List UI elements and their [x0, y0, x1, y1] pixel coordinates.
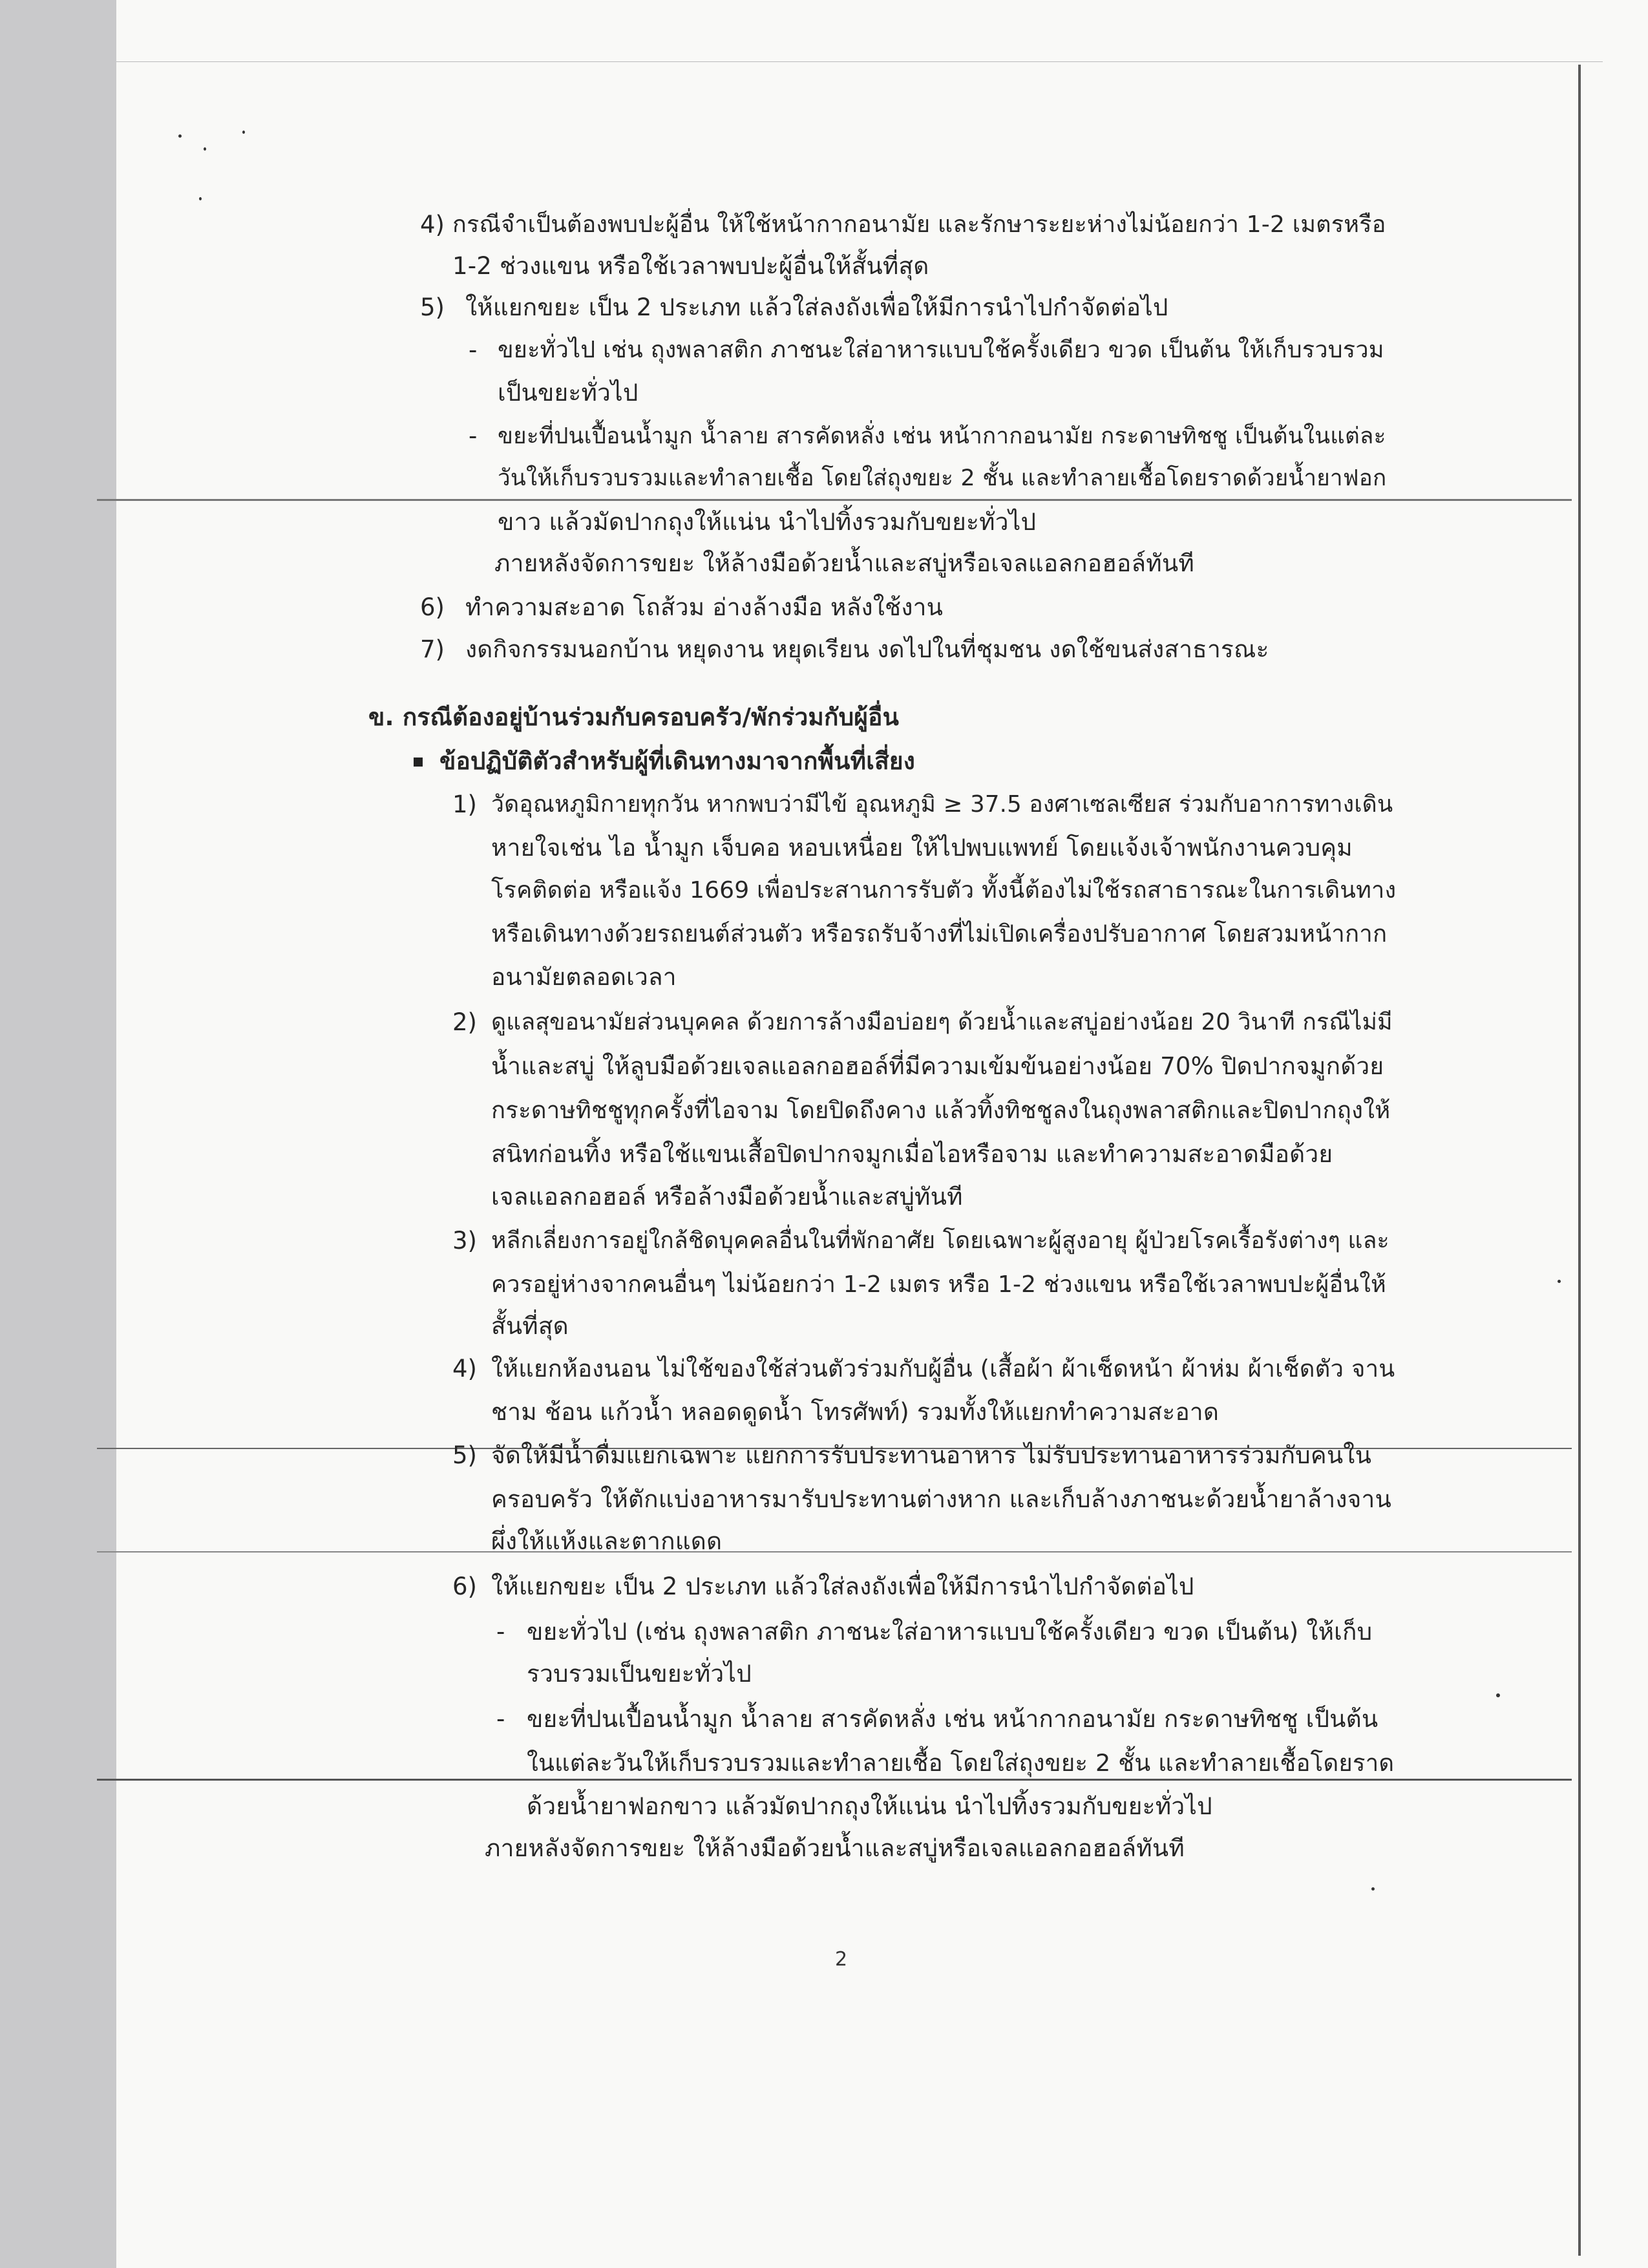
- item-number: 2): [452, 1008, 477, 1036]
- item-text: ภายหลังจัดการขยะ ให้ล้างมือด้วยน้ำและสบู่หรือเจลแอลกอฮอล์ทันที: [485, 1834, 1185, 1862]
- item-text: สนิทก่อนทิ้ง หรือใช้แขนเสื้อปิดปากจมูกเมื่อไอหรือจาม และทำความสะอาดมือด้วย: [491, 1140, 1333, 1168]
- item-text: วันให้เก็บรวบรวมและทำลายเชื้อ โดยใส่ถุงขยะ 2 ชั้น และทำลายเชื้อโดยราดด้วยน้ำยาฟอก: [498, 465, 1387, 491]
- item-number: 4): [420, 211, 445, 238]
- item-number: 3): [452, 1227, 477, 1255]
- item-text: ในแต่ละวันให้เก็บรวบรวมและทำลายเชื้อ โดยใส่ถุงขยะ 2 ชั้น และทำลายเชื้อโดยราด: [527, 1749, 1395, 1777]
- item-number: 5): [452, 1441, 477, 1469]
- item-text: น้ำและสบู่ ให้ลูบมือด้วยเจลแอลกอฮอล์ที่มีความเข้มข้นอย่างน้อย 70% ปิดปากจมูกด้วย: [491, 1052, 1384, 1080]
- item-text: ชาม ช้อน แก้วน้ำ หลอดดูดน้ำ โทรศัพท์) รวมทั้งให้แยกทำความสะอาด: [491, 1398, 1220, 1426]
- item-text: งดกิจกรรมนอกบ้าน หยุดงาน หยุดเรียน งดไปในที่ชุมชน งดใช้ขนส่งสาธารณะ: [465, 635, 1269, 663]
- item-text: ขาว แล้วมัดปากถุงให้แน่น นำไปทิ้งรวมกับขยะทั่วไป: [498, 508, 1037, 536]
- item-text: 1-2 ช่วงแขน หรือใช้เวลาพบปะผู้อื่นให้สั้นที่สุด: [452, 252, 929, 280]
- section-subheading: ข้อปฏิบัติตัวสำหรับผู้ที่เดินทางมาจากพื้นที่เสี่ยง: [439, 747, 916, 775]
- item-text: จัดให้มีน้ำดื่มแยกเฉพาะ แยกการรับประทานอาหาร ไม่รับประทานอาหารร่วมกับคนใน: [491, 1441, 1372, 1469]
- item-text: ขยะที่ปนเปื้อนน้ำมูก น้ำลาย สารคัดหลั่ง เช่น หน้ากากอนามัย กระดาษทิชชู เป็นต้น: [527, 1705, 1379, 1733]
- dash-bullet: -: [469, 336, 478, 364]
- item-text: ให้แยกขยะ เป็น 2 ประเภท แล้วใส่ลงถังเพื่อให้มีการนำไปกำจัดต่อไป: [465, 293, 1168, 321]
- item-text: หลีกเลี่ยงการอยู่ใกล้ชิดบุคคลอื่นในที่พักอาศัย โดยเฉพาะผู้สูงอายุ ผู้ป่วยโรคเรื้อรังต่างๆ และ: [491, 1227, 1389, 1254]
- page-number: 2: [835, 1948, 848, 1971]
- item-text: รวบรวมเป็นขยะทั่วไป: [527, 1660, 752, 1688]
- item-text: อนามัยตลอดเวลา: [491, 963, 677, 991]
- item-text: เป็นขยะทั่วไป: [498, 379, 639, 407]
- item-text: ให้แยกห้องนอน ไม่ใช้ของใช้ส่วนตัวร่วมกับผู้อื่น (เสื้อผ้า ผ้าเช็ดหน้า ผ้าห่ม ผ้าเช็ดตัว จาน: [491, 1355, 1395, 1383]
- item-text: หรือเดินทางด้วยรถยนต์ส่วนตัว หรือรถรับจ้างที่ไม่เปิดเครื่องปรับอากาศ โดยสวมหน้ากาก: [491, 920, 1388, 948]
- item-text: ให้แยกขยะ เป็น 2 ประเภท แล้วใส่ลงถังเพื่อให้มีการนำไปกำจัดต่อไป: [491, 1573, 1194, 1600]
- square-bullet-icon: [414, 758, 423, 767]
- dash-bullet: -: [496, 1705, 505, 1733]
- item-text: เจลแอลกอฮอล์ หรือล้างมือด้วยน้ำและสบู่ทันที: [491, 1183, 963, 1211]
- item-number: 5): [420, 293, 445, 321]
- item-text: ครอบครัว ให้ตักแบ่งอาหารมารับประทานต่างหาก และเก็บล้างภาชนะด้วยน้ำยาล้างจาน: [491, 1485, 1391, 1513]
- item-text: ขยะที่ปนเปื้อนน้ำมูก น้ำลาย สารคัดหลั่ง เช่น หน้ากากอนามัย กระดาษทิชชู เป็นต้นในแต่ละ: [498, 423, 1386, 449]
- item-text: ทำความสะอาด โถส้วม อ่างล้างมือ หลังใช้งาน: [465, 593, 944, 621]
- dash-bullet: -: [469, 422, 478, 450]
- item-text: กรณีจำเป็นต้องพบปะผู้อื่น ให้ใช้หน้ากากอนามัย และรักษาระยะห่างไม่น้อยกว่า 1-2 เมตรหรือ: [452, 211, 1386, 238]
- dash-bullet: -: [496, 1618, 505, 1646]
- item-text: ภายหลังจัดการขยะ ให้ล้างมือด้วยน้ำและสบู่หรือเจลแอลกอฮอล์ทันที: [494, 549, 1194, 577]
- item-number: 4): [452, 1355, 477, 1383]
- section-heading: ข. กรณีต้องอยู่บ้านร่วมกับครอบครัว/พักร่วมกับผู้อื่น: [368, 703, 900, 731]
- item-text: วัดอุณหภูมิกายทุกวัน หากพบว่ามีไข้ อุณหภูมิ ≥ 37.5 องศาเซลเซียส ร่วมกับอาการทางเดิน: [491, 791, 1393, 818]
- item-text: สั้นที่สุด: [491, 1312, 569, 1340]
- item-text: ขยะทั่วไป เช่น ถุงพลาสติก ภาชนะใส่อาหารแบบใช้ครั้งเดียว ขวด เป็นต้น ให้เก็บรวบรวม: [498, 337, 1384, 363]
- item-number: 7): [420, 635, 445, 663]
- item-number: 1): [452, 790, 477, 818]
- item-text: กระดาษทิชชูทุกครั้งที่ไอจาม โดยปิดถึงคาง แล้วทิ้งทิชชูลงในถุงพลาสติกและปิดปากถุงให้: [491, 1096, 1391, 1124]
- item-text: ดูแลสุขอนามัยส่วนบุคคล ด้วยการล้างมือบ่อยๆ ด้วยน้ำและสบู่อย่างน้อย 20 วินาที กรณีไม่มี: [491, 1009, 1393, 1035]
- item-text: ควรอยู่ห่างจากคนอื่นๆ ไม่น้อยกว่า 1-2 เมตร หรือ 1-2 ช่วงแขน หรือใช้เวลาพบปะผู้อื่นให้: [491, 1271, 1386, 1298]
- item-text: ด้วยน้ำยาฟอกขาว แล้วมัดปากถุงให้แน่น นำไปทิ้งรวมกับขยะทั่วไป: [527, 1792, 1212, 1820]
- item-text: ผึ่งให้แห้งและตากแดด: [491, 1527, 723, 1555]
- item-text: ขยะทั่วไป (เช่น ถุงพลาสติก ภาชนะใส่อาหารแบบใช้ครั้งเดียว ขวด เป็นต้น) ให้เก็บ: [527, 1618, 1373, 1646]
- item-number: 6): [420, 593, 445, 621]
- item-text: หายใจเช่น ไอ น้ำมูก เจ็บคอ หอบเหนื่อย ให้ไปพบแพทย์ โดยแจ้งเจ้าพนักงานควบคุม: [491, 834, 1353, 862]
- item-number: 6): [452, 1573, 477, 1600]
- item-text: โรคติดต่อ หรือแจ้ง 1669 เพื่อประสานการรับตัว ทั้งนี้ต้องไม่ใช้รถสาธารณะในการเดินทาง: [491, 877, 1397, 904]
